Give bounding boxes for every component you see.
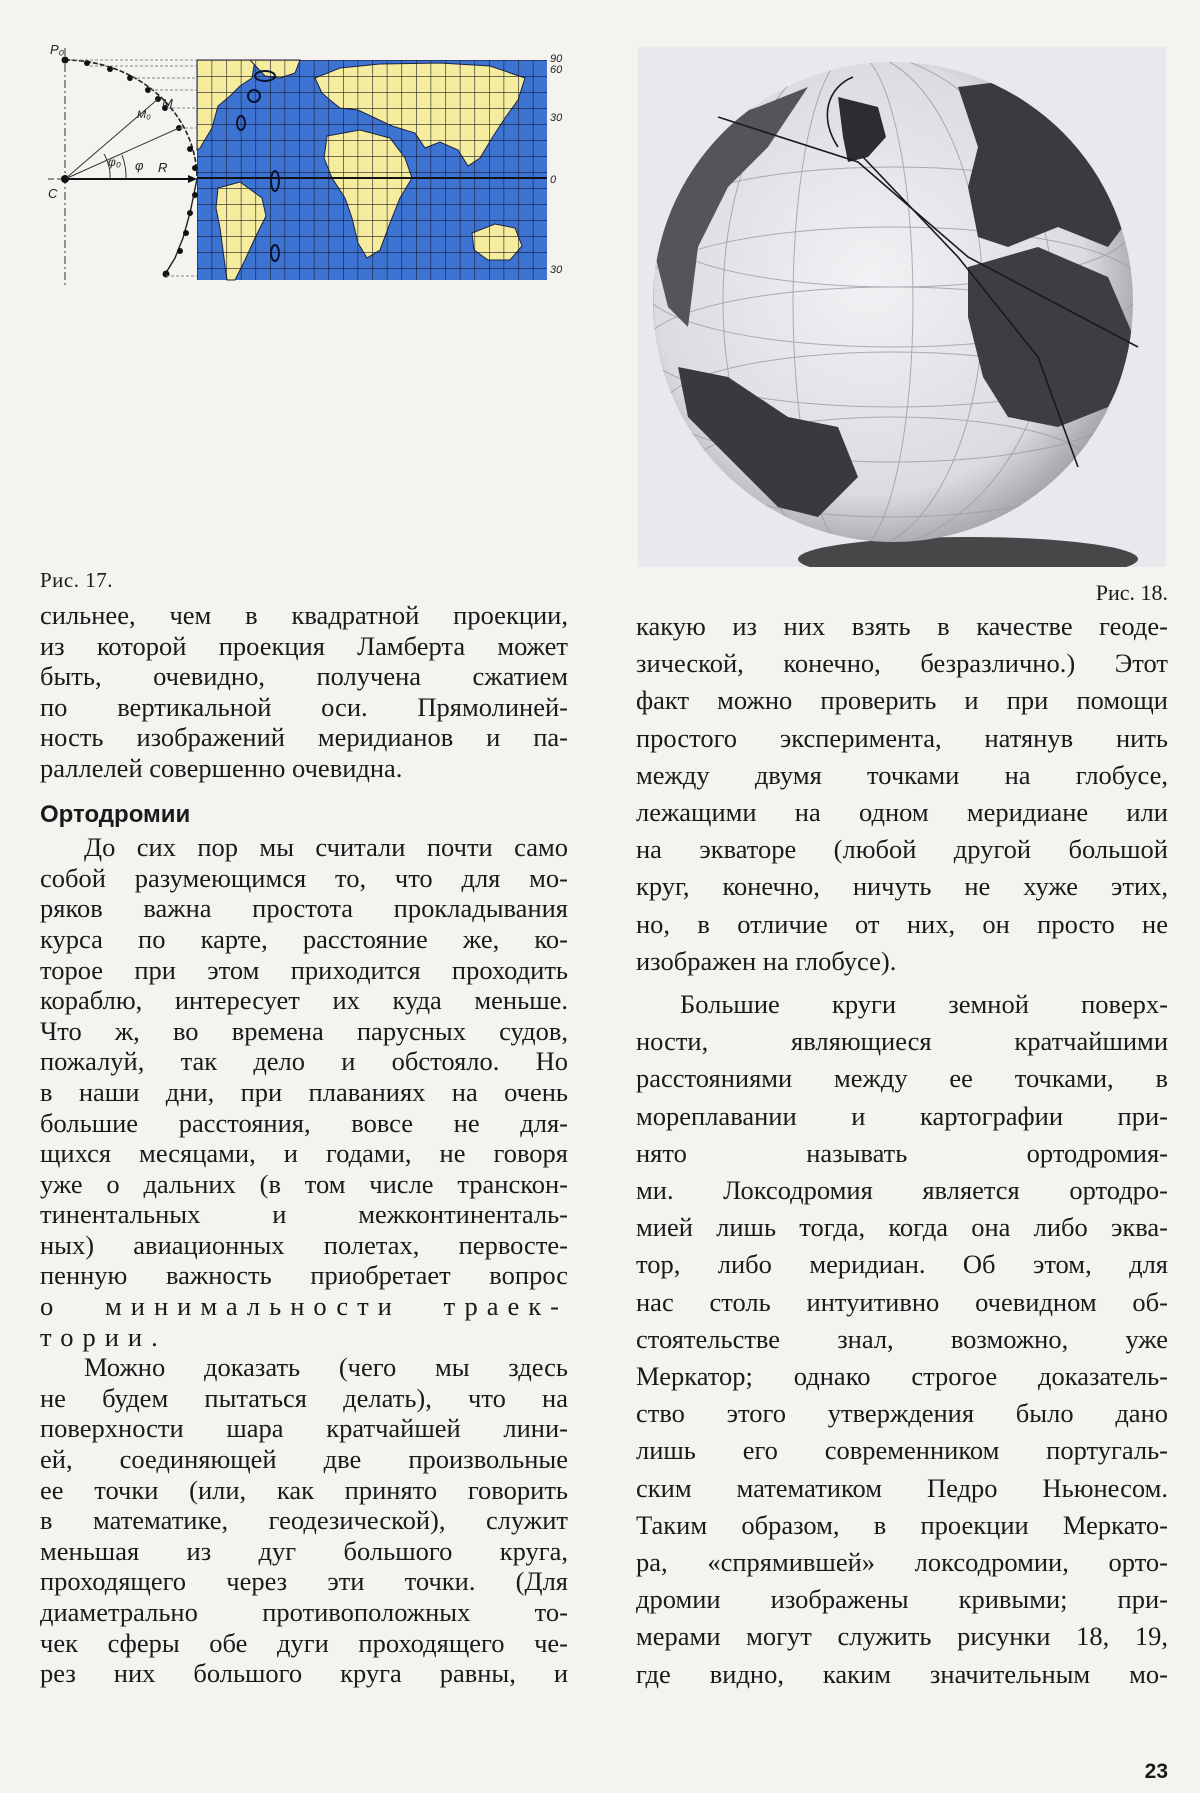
figure-17 [40,38,580,288]
text-line: лежащими на одном меридиане или [636,797,1168,828]
text-line: какую из них взять в качестве геоде- [636,611,1168,641]
text-line: ряков важна простота прокладывания [40,893,568,924]
globe-photo [638,47,1166,567]
text-line: но, в отличие от них, он просто не [636,908,1168,939]
text-line: ми. Локсодромия является ортодро- [636,1175,1168,1206]
text-line: круг, конечно, ничуть не хуже этих, [636,871,1168,902]
text-line: тинентальных и межконтиненталь- [40,1199,568,1230]
right-text-column [636,608,1168,1693]
label-radius: R [158,160,168,175]
text-line: тор, либо меридиан. Об этом, для [636,1249,1168,1280]
paragraph [40,832,568,1352]
text-line: мерами могут служить рисунки 18, 19, [636,1621,1168,1652]
text-line: мией лишь тогда, когда она либо эква- [636,1212,1168,1243]
text-line: ей, соединяющей две произвольные [40,1444,568,1475]
text-line: из которой проекция Ламберта может [40,630,568,661]
text-line: в математике, геодезической), служит [40,1505,568,1536]
paragraph [40,1352,568,1689]
text-line: нято называть ортодромия- [636,1137,1168,1168]
figure-18-caption: Рис. 18. [1095,580,1168,605]
text-line: раллелей совершенно очевидна. [40,752,403,783]
latitude-label: 30 [550,264,563,276]
text-line: расстояниями между ее точками, в [636,1063,1168,1094]
text-line: Можно доказать (чего мы здесь [84,1352,568,1383]
text-line: проходящего через эти точки. (Для [40,1566,568,1597]
text-line-emphasis: тории. [40,1321,167,1352]
text-line: изображен на глобусе). [636,945,897,976]
figure-17-caption: Рис. 17. [40,568,113,592]
text-line: ее точки (или, как принято говорить [40,1474,568,1505]
text-line: ности, являющиеся кратчайшими [636,1026,1168,1057]
paragraph [636,608,1168,980]
text-line: поверхности шара кратчайшей лини- [40,1413,568,1444]
globe-shadow [798,537,1138,567]
page-number: 23 [1144,1760,1168,1783]
latitude-label: 30 [550,112,563,124]
text-line: на экваторе (любой другой большой [636,834,1168,865]
text-line: дромии изображены кривыми; при- [636,1584,1168,1615]
text-line: лишь его современником португаль- [636,1435,1168,1466]
text-line: ность изображений меридианов и па- [40,722,568,753]
text-line: пенную важность приобретает вопрос [40,1260,568,1291]
text-line: нас столь интуитивно очевидном об- [636,1286,1168,1317]
text-line: быть, очевидно, получена сжатием [40,661,568,692]
label-point-m: M [162,96,173,111]
text-line: ским математиком Педро Ньюнесом. [636,1472,1168,1503]
text-line: диаметрально противоположных то- [40,1597,568,1627]
world-map [197,60,547,280]
latitude-label: 60 [550,64,563,76]
text-line: курса по карте, расстояние же, ко- [40,923,568,954]
construction-geometry [48,48,198,288]
text-line: ра, «спрямившей» локсодромии, орто- [636,1547,1168,1578]
text-line: сильнее, чем в квадратной проекции, [40,600,568,630]
text-line: Таким образом, в проекции Меркато- [636,1509,1168,1540]
text-line: простого эксперимента, натянув нить [636,722,1168,753]
label-point-m0: M₀ [137,109,151,121]
text-line: большие расстояния, вовсе не для- [40,1107,568,1138]
figure-18 [638,47,1166,567]
text-line: ных) авиационных полетах, первосте- [40,1229,568,1260]
text-line: рез них большого круга равны, и [40,1658,568,1689]
text-line: где видно, каким значительным мо- [636,1658,1168,1689]
label-pole: P₀ [50,42,65,57]
text-line-emphasis: о минимальности траек- [40,1291,568,1322]
text-line: зической, конечно, безразлично.) Этот [636,648,1168,679]
text-line: в наши дни, при плаваниях на очень [40,1076,568,1107]
left-text-column [40,600,568,1689]
text-line: стоятельстве знал, возможно, уже [636,1323,1168,1354]
text-line: кораблю, интересует их куда меньше. [40,985,568,1016]
text-line: пожалуй, так дело и обстояло. Но [40,1046,568,1077]
latitude-label: 90 [550,53,563,65]
text-line: уже о дальних (в том числе транскон- [40,1168,568,1199]
text-line: собой разумеющимся то, что для мо- [40,862,568,893]
text-line: щихся месяцами, и годами, не говоря [40,1138,568,1169]
text-line: меньшая из дуг большого круга, [40,1535,568,1566]
text-line: не будем пытаться делать), что на [40,1382,568,1413]
text-line: чек сферы обе дуги проходящего че- [40,1627,568,1658]
label-angle-phi0: φ₀ [108,155,121,169]
paragraph [636,986,1168,1693]
text-line: Большие круги земной поверх- [680,989,1168,1020]
text-line: Что ж, во времена парусных судов, [40,1015,568,1046]
text-line: ство этого утверждения было дано [636,1398,1168,1429]
label-center: C [48,186,58,201]
text-line: Меркатор; однако строгое доказатель- [636,1361,1168,1392]
label-angle-phi: φ [135,158,144,173]
lambert-projection-diagram [40,38,580,288]
text-line: До сих пор мы считали почти само [84,832,568,863]
section-heading: Ортодромии [40,800,191,828]
latitude-label: 0 [550,174,557,186]
text-line: между двумя точками на глобусе, [636,759,1168,790]
text-line: факт можно проверить и при помощи [636,685,1168,716]
text-line: мореплавании и картографии при- [636,1100,1168,1131]
paragraph [40,600,568,784]
text-line: по вертикальной оси. Прямолиней- [40,691,568,722]
text-line: торое при этом приходится проходить [40,954,568,985]
